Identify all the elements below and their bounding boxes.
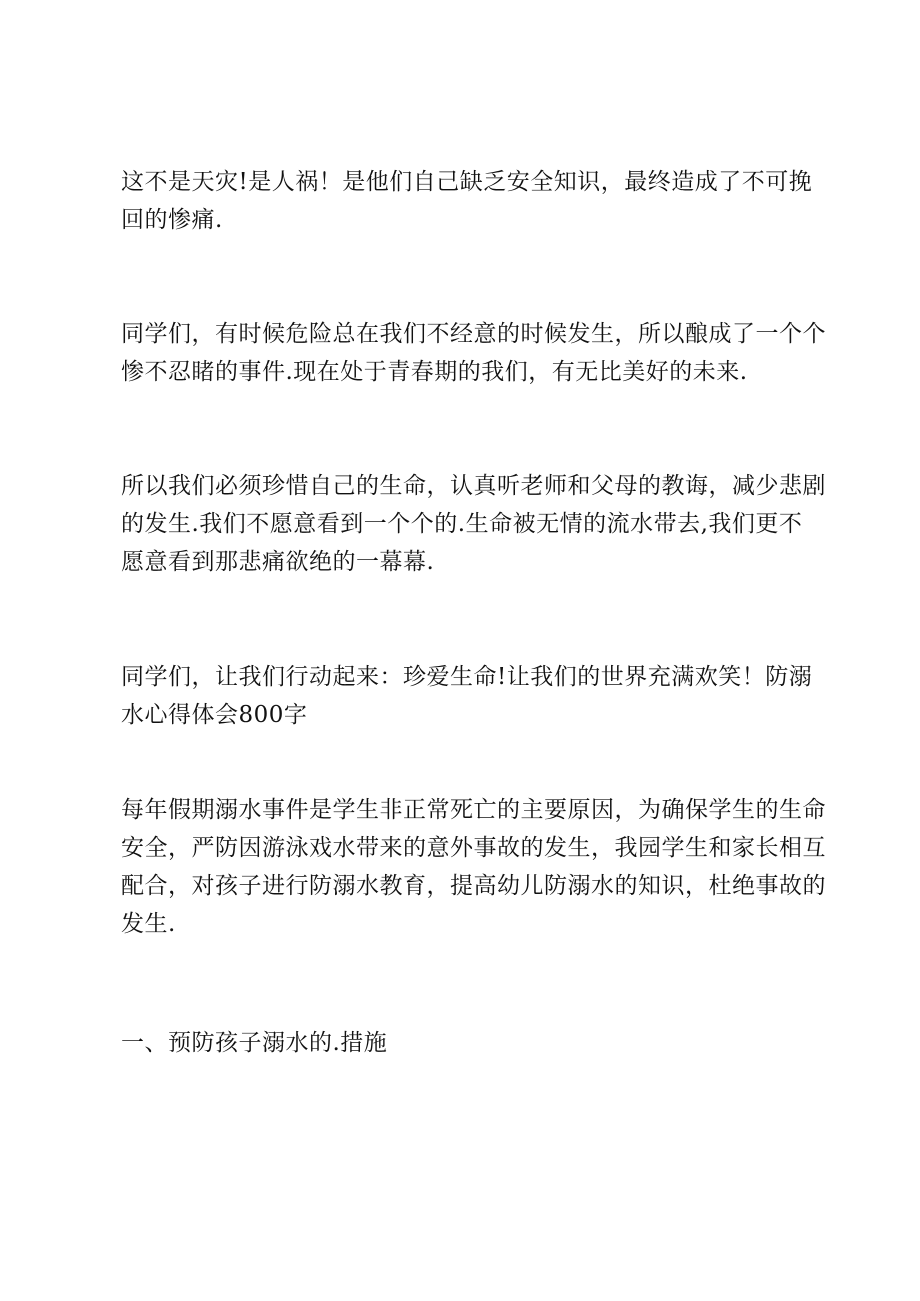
text-line: 发生. [121, 911, 176, 937]
paragraph-disaster [121, 163, 821, 239]
text-line: 同学们，让我们行动起来：珍爱生命!让我们的世界充满欢笑！防溺 [121, 664, 813, 690]
text-line: 配合，对孩子进行防溺水教育，提高幼儿防溺水的知识，杜绝事故的 [121, 873, 826, 899]
text-line: 每年假期溺水事件是学生非正常死亡的主要原因，为确保学生的生命 [121, 797, 826, 823]
paragraph-danger [121, 315, 826, 391]
text-line: 安全，严防因游泳戏水带来的意外事故的发生，我园学生和家长相互 [121, 835, 826, 861]
text-line: 水心得体会800字 [121, 702, 308, 728]
paragraph-call-to-action [121, 658, 821, 734]
text-line: 惨不忍睹的事件.现在处于青春期的我们，有无比美好的未来. [121, 359, 748, 385]
paragraph-cherish-life [121, 467, 826, 581]
text-line: 一、预防孩子溺水的.措施 [121, 1030, 388, 1056]
text-line: 这不是天灾!是人祸！是他们自己缺乏安全知识，最终造成了不可挽 [121, 169, 813, 195]
text-line: 回的惨痛. [121, 207, 223, 233]
text-line: 所以我们必须珍惜自己的生命，认真听老师和父母的教诲，减少悲剧 [121, 473, 826, 499]
section-heading [121, 1024, 821, 1062]
text-line: 的发生.我们不愿意看到一个个的.生命被无情的流水带去,我们更不 [121, 511, 803, 537]
text-line: 同学们，有时候危险总在我们不经意的时候发生，所以酿成了一个个 [121, 321, 826, 347]
paragraph-holiday-drowning [121, 791, 826, 943]
text-line: 愿意看到那悲痛欲绝的一幕幕. [121, 549, 435, 575]
